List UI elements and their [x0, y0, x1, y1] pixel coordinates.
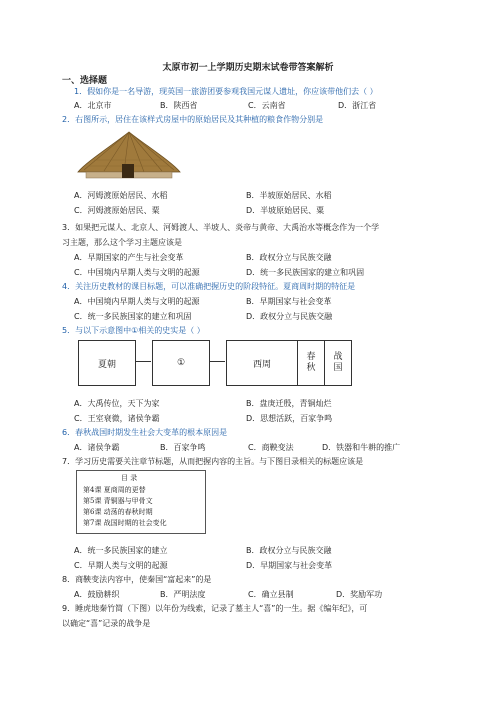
q3-option-b: B．政权分立与民族交融: [246, 253, 332, 262]
toc-heading: 目 录: [121, 474, 138, 482]
toc-line: 第4课 夏商周的更替: [83, 486, 146, 494]
q2-option-d: D．半坡原始居民、粟: [246, 206, 325, 215]
toc-line: 第7课 战国时期的社会变化: [83, 519, 167, 527]
q1-option-a: A．北京市: [74, 101, 112, 110]
chrono-box-1: ①: [152, 340, 210, 386]
question-9-stem-cont: 以确定“喜”记录的战争是: [62, 619, 151, 628]
q4-option-a: A．中国境内早期人类与文明的起源: [74, 297, 200, 306]
chrono-connector: [209, 361, 225, 362]
q5-option-b: B．盘庚迁殷，青铜灿烂: [246, 399, 332, 408]
chrono-connector: [135, 361, 151, 362]
chrono-box-warring-states: [324, 340, 352, 386]
page-title: 太原市初一上学期历史期末试卷带答案解析: [162, 63, 334, 73]
question-1-stem: 1．假如你是一名导游，现英国一旅游团要参观我国元谋人遗址，你应该带他们去（ ）: [74, 87, 378, 96]
q3-option-a: A．早期国家的产生与社会变革: [74, 253, 184, 262]
question-3-stem: 3．如果把元谋人、北京人、河姆渡人、半坡人、炎帝与黄帝、大禹治水等概念作为一个学: [62, 223, 380, 232]
q6-option-a: A．诸侯争霸: [74, 443, 120, 452]
q6-option-c: C．商鞅变法: [248, 443, 294, 452]
chronology-diagram: [78, 340, 354, 386]
chrono-box-spring-autumn: [297, 340, 325, 386]
question-4-stem: 4．关注历史教材的课目标题，可以准确把握历史的阶段特征。夏商周时期的特征是: [62, 282, 356, 291]
q2-option-c: C．河姆渡原始居民、粟: [74, 206, 160, 215]
q1-option-b: B．陕西省: [160, 101, 198, 110]
q8-option-b: B．严明法度: [160, 590, 206, 599]
chrono-box-xia: 夏朝: [78, 340, 136, 386]
section-heading: 一、选择题: [62, 76, 108, 86]
q1-option-c: C．云南省: [248, 101, 286, 110]
q8-option-d: D．奖励军功: [336, 590, 383, 599]
q5-option-d: D．思想活跃，百家争鸣: [246, 414, 333, 423]
q3-option-d: D．统一多民族国家的建立和巩固: [246, 268, 365, 277]
q2-option-b: B．半坡原始居民、水稻: [246, 191, 332, 200]
question-9-stem: 9．睡虎地秦竹简（下图）以年份为线索，记录了墓主人“喜”的一生。据《编年纪》，可: [62, 604, 368, 613]
toc-line: 第6课 动荡的春秋时期: [83, 508, 153, 516]
q4-option-b: B．早期国家与社会变革: [246, 297, 332, 306]
table-of-contents-figure: [76, 470, 206, 534]
chrono-box-western-zhou: 西周: [226, 340, 298, 386]
q4-option-c: C．统一多民族国家的建立和巩固: [74, 312, 192, 321]
q3-option-c: C．中国境内早期人类与文明的起源: [74, 268, 200, 277]
chrono-label: 战: [333, 352, 343, 362]
q8-option-c: C．确立县制: [248, 590, 294, 599]
chrono-label: 国: [333, 363, 343, 373]
toc-line: 第5课 青铜器与甲骨文: [83, 497, 153, 505]
question-5-stem: 5．与以下示意图中①相关的史实是（ ）: [62, 326, 205, 335]
question-6-stem: 6．春秋战国时期发生社会大变革的根本原因是: [62, 428, 228, 437]
q8-option-a: A．鼓励耕织: [74, 590, 120, 599]
q5-option-a: A．大禹传位，天下为家: [74, 399, 160, 408]
question-7-stem: 7．学习历史需要关注章节标题，从而把握内容的主旨。与下图目录相关的标题应该是: [62, 457, 364, 466]
chrono-label: 秋: [306, 363, 316, 373]
question-3-stem-cont: 习主题，那么这个学习主题应该是: [62, 238, 182, 247]
thatched-hut-image: [74, 130, 184, 182]
question-8-stem: 8．商鞅变法内容中，使秦国“富起来”的是: [62, 575, 212, 584]
q2-option-a: A．河姆渡原始居民、水稻: [74, 191, 168, 200]
q4-option-d: D．政权分立与民族交融: [246, 312, 333, 321]
q5-option-c: C．王室衰微，诸侯争霸: [74, 414, 160, 423]
q7-option-b: B．政权分立与民族交融: [246, 546, 332, 555]
q6-option-d: D．铁器和牛耕的推广: [322, 443, 401, 452]
q7-option-d: D．早期国家与社会变革: [246, 561, 333, 570]
q6-option-b: B．百家争鸣: [160, 443, 206, 452]
question-2-stem: 2．右图所示，居住在该样式房屋中的原始居民及其种植的粮食作物分别是: [62, 115, 324, 124]
q7-option-a: A．统一多民族国家的建立: [74, 546, 168, 555]
q1-option-d: D．浙江省: [338, 101, 377, 110]
chrono-label: 春: [306, 352, 316, 362]
q7-option-c: C．早期人类与文明的起源: [74, 561, 168, 570]
